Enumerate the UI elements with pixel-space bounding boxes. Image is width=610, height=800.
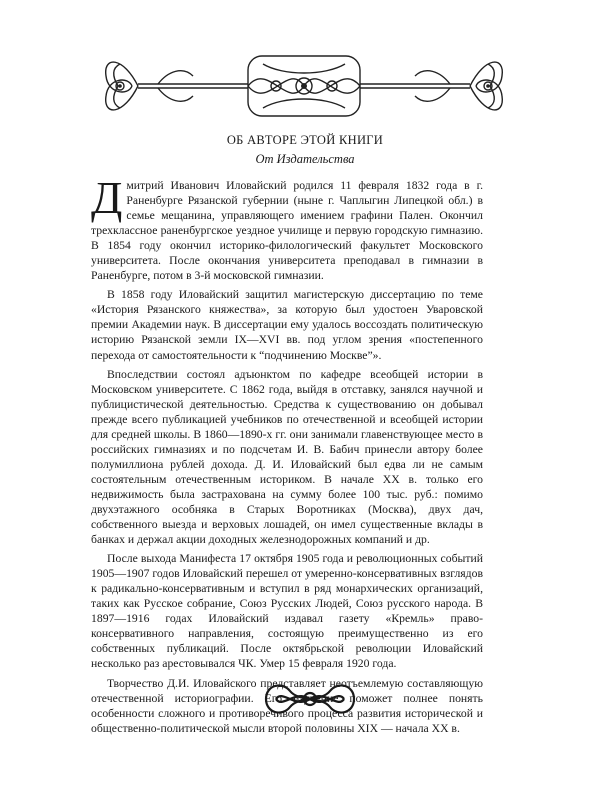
tailpiece-ornament bbox=[262, 677, 358, 721]
paragraph: После выхода Манифеста 17 октября 1905 года и революционных событий 1905—1907 годов Иловайский перешел от умеренно-консервативных взглядов к радикально-консервативным и вступил в ряд монархических организаций, таких как Русское собрание, Союз Русских Людей, Союз русского народа. В 1897—1916 годах Иловайский издавал газету «Кремль» право-консервативного направления, состоящую преимущественно из его собственных публикаций. После октябрьской революции Иловайский несколько раз арестовывался ЧК. Умер 15 февраля 1920 года. bbox=[91, 552, 483, 671]
paragraph: В 1858 году Иловайский защитил магистерскую диссертацию по теме «История Рязанского княжества», за которую был удостоен Уваровской премии Академии наук. В диссертации ему удалось воссоздать политическую историю Рязанской земли IX—XVI вв. под углом зрения «постепенного перехода от самостоятельности к “подчинению Москве”». bbox=[91, 288, 483, 362]
headpiece-ornament-icon bbox=[98, 46, 510, 126]
paragraph: Впоследствии состоял адъюнктом по кафедре всеобщей истории в Московском университете. С 1862 года, выйдя в отставку, занялся научной и публицистической деятельностью. Средства к существованию он добывал прежде всего публикацией учебников по отечественной и всеобщей истории для средней школы. В 1860—1890-х гг. они занимали главенствующее место в российских гимназиях и по подсчетам И. В. Бабич принесли автору более полумиллиона рублей дохода. Д. И. Иловайский был едва ли не самым состоятельным отечественным историком. В начале XX в. только его недвижимость была застрахована на сумму более 100 тыс. руб.: помимо двухэтажного особняка в Старых Воротниках (Москва), двух дач, собственного выезда и верховых лошадей, он имел существенные вклады в банках и держал акции доходных железнодорожных компаний и др. bbox=[91, 367, 483, 547]
headpiece-ornament bbox=[98, 46, 510, 126]
drop-cap: Д bbox=[91, 172, 123, 223]
article-body bbox=[91, 172, 483, 740]
paragraph: Творчество Д.И. Иловайского представляет неотъемлемую составляющую отечественной историографии. Его изучение поможет полнее понять особенности сложного и противоречивого процесса развития исторической и общественно-политической мысли второй половины XIX — начала XX в. bbox=[91, 676, 483, 735]
page-subtitle: От Издательства bbox=[255, 152, 355, 166]
paragraph bbox=[91, 172, 483, 283]
paragraph-text: митрий Иванович Иловайский родился 11 февраля 1832 года в г. Раненбурге Рязанской губернии (ныне г. Чаплыгин Липецкой обл.) в семье мещанина, управляющего имением графини Пален. Окончил трехклассное раненбургское уездное училище и первую городскую гимназию. В 1854 году окончил историко-филологический факультет Московского университета. После окончания университета преподавал в гимназии в Раненбурге, потом в 3-й московской гимназии. bbox=[91, 179, 483, 283]
tailpiece-knot-icon bbox=[262, 677, 358, 721]
page-title: ОБ АВТОРЕ ЭТОЙ КНИГИ bbox=[226, 133, 384, 147]
